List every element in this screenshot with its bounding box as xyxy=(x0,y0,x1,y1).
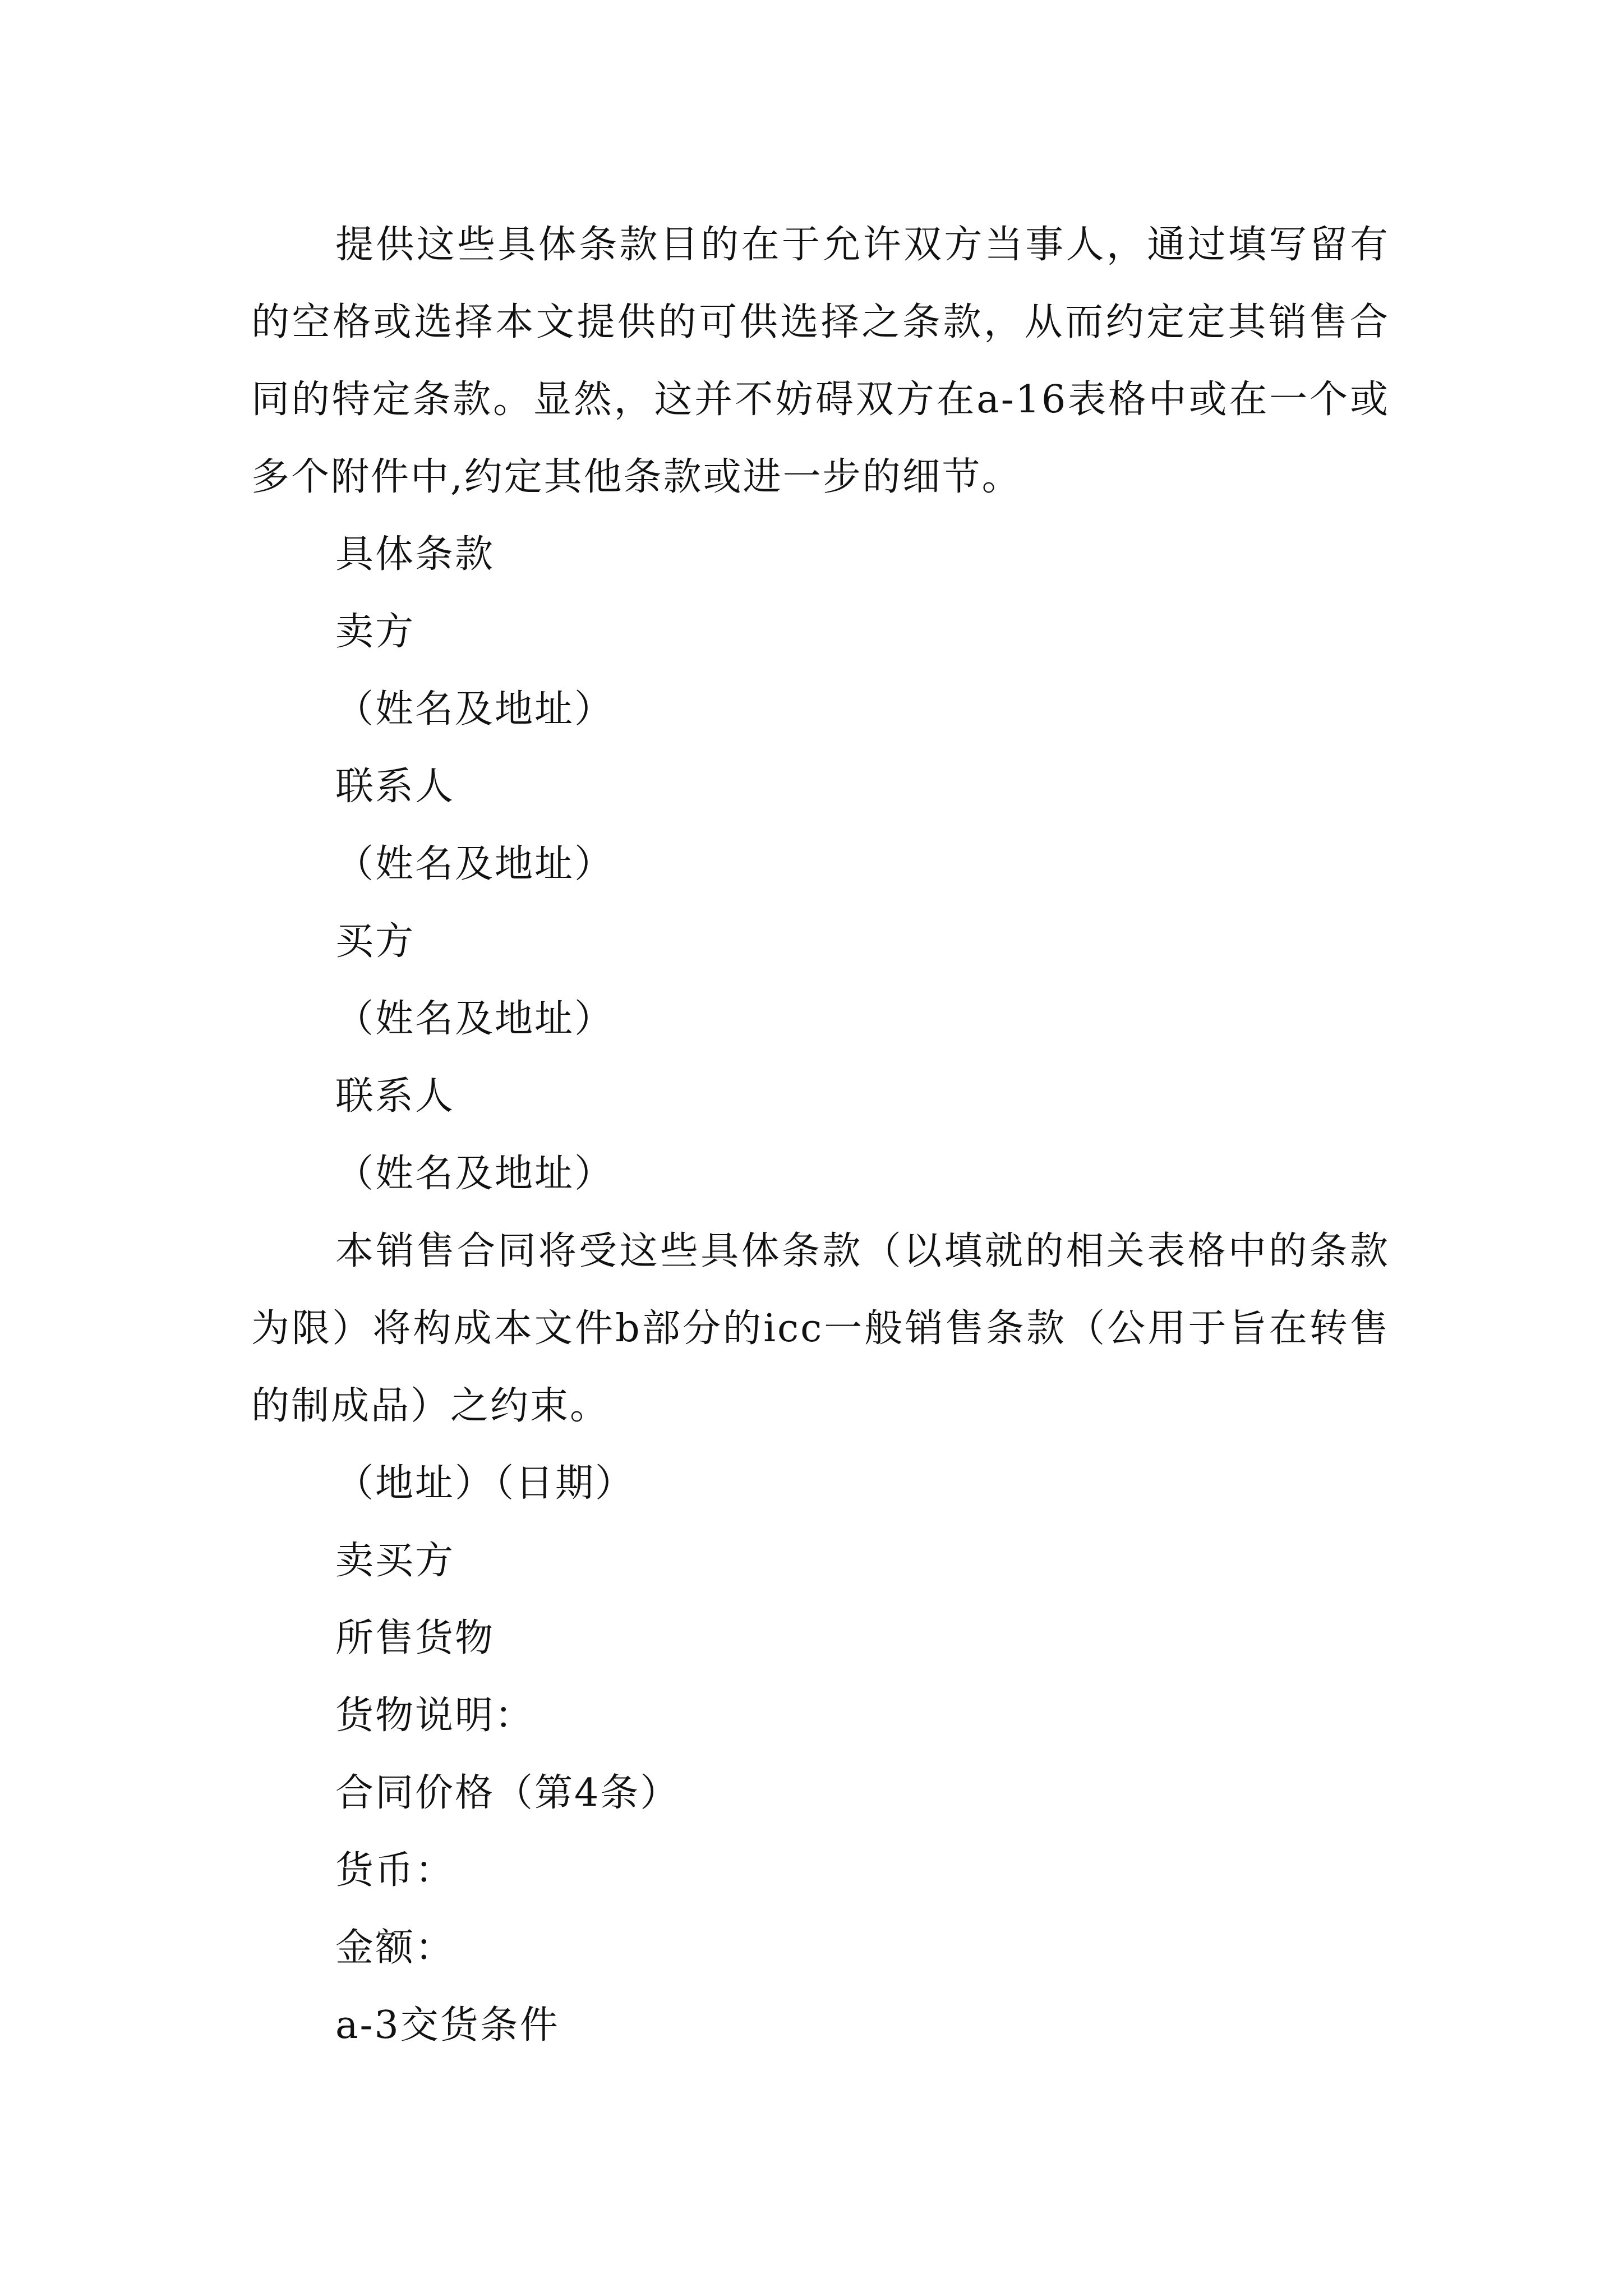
document-body xyxy=(251,206,1390,2064)
buyer-contact-name-address: （姓名及地址） xyxy=(335,1152,615,1196)
label-currency: 货币： xyxy=(335,1848,455,1893)
governing-terms-paragraph: 本销售合同将受这些具体条款（以填就的相关表格中的条款为限）将构成本文件b部分的icc一般销售条款（公用于旨在转售的制成品）之约束。 xyxy=(251,1229,1390,1428)
seller-name-address: （姓名及地址） xyxy=(335,687,615,731)
label-seller-buyer: 卖买方 xyxy=(335,1539,455,1583)
buyer-name-address: （姓名及地址） xyxy=(335,997,615,1041)
seller-contact-name-address: （姓名及地址） xyxy=(335,842,615,886)
label-goods-description: 货物说明： xyxy=(335,1694,535,1738)
label-seller-contact: 联系人 xyxy=(335,765,455,809)
heading-specific-terms: 具体条款 xyxy=(335,532,495,577)
address-date-line: （地址）（日期） xyxy=(335,1461,635,1506)
intro-paragraph: 提供这些具体条款目的在于允许双方当事人，通过填写留有的空格或选择本文提供的可供选择之条款，从而约定定其销售合同的特定条款。显然，这并不妨碍双方在a-16表格中或在一个或多个附件中,约定其他条款或进一步的细节。 xyxy=(251,223,1390,499)
label-buyer-contact: 联系人 xyxy=(335,1074,455,1119)
label-buyer: 买方 xyxy=(335,919,416,964)
heading-goods-sold: 所售货物 xyxy=(335,1616,495,1660)
heading-delivery-terms: a-3交货条件 xyxy=(335,2003,560,2047)
label-amount: 金额： xyxy=(335,1926,455,1970)
label-seller: 卖方 xyxy=(335,610,416,654)
heading-contract-price: 合同价格（第4条） xyxy=(335,1771,680,1815)
